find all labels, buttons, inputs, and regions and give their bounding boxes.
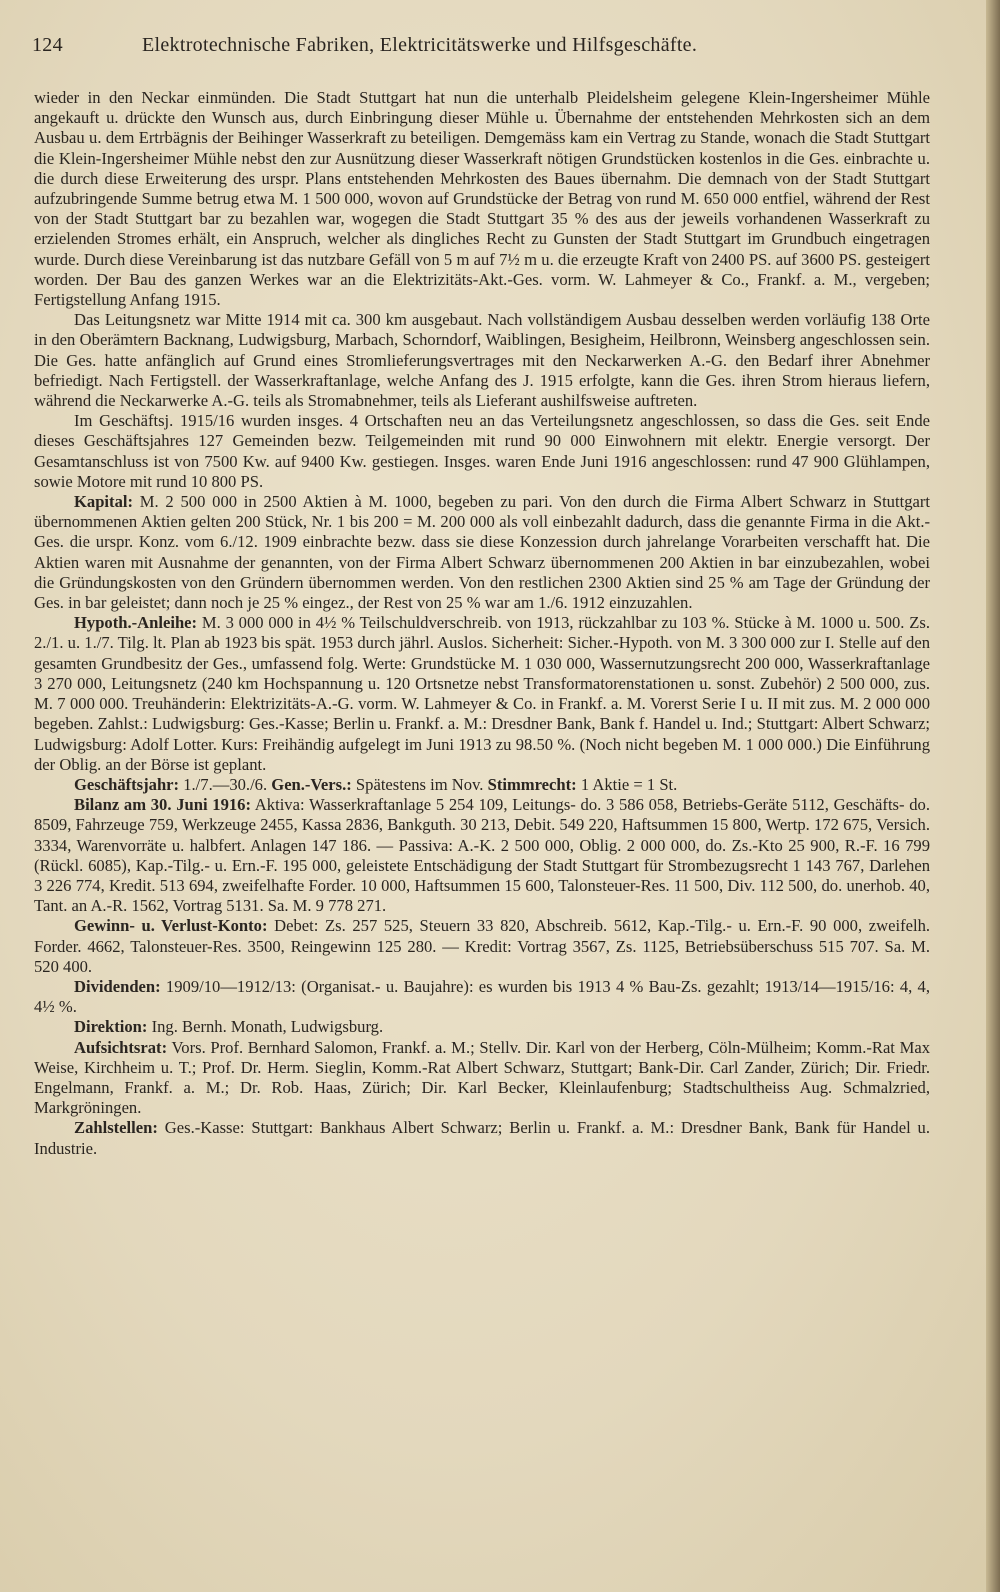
body-text [34,88,930,1159]
paragraph-text: 1./7.—30./6. [179,774,272,794]
paragraph-geschaeftsjahr [34,411,930,492]
paragraph-zahlstellen [34,1118,930,1158]
paragraph-aufsichtsrat [34,1038,930,1119]
running-title: Elektrotechnische Fabriken, Elektricitätswerke und Hilfsgeschäfte. [142,34,698,56]
paragraph-text: Aktiva: Wasserkraftanlage 5 254 109, Leitungs- do. 3 586 058, Betriebs-Geräte 5112, Geschäfts- do. 8509, Fahrzeuge 759, Werkzeuge 2455, Kassa 2836, Bankguth. 30 213, Debit. 549 220, Haftsummen 15 800, Wertp. 172 675, Versich. 3334, Warenvorräte u. halbfert. Anlagen 147 186. — Passiva: A.-K. 2 500 000, Oblig. 2 000 000, do. Zs.-Kto 25 900, R.-F. 16 799 (Rückl. 6085), Kap.-Tilg.- u. Ern.-F. 195 000, geleistete Entschädigung der Stadt Stuttgart für Strombezugsrecht 1 143 767, Darlehen 3 226 774, Kredit. 513 694, zweifelhafte Forder. 10 000, Haftsummen 15 600, Talonsteuer-Res. 11 500, Div. 112 500, do. unerhob. 40, Tant. an A.-R. 1562, Vortrag 5131. Sa. M. 9 778 271. [34,795,930,916]
page-header [32,34,962,57]
paragraph-geschaeftsjahr-gv [34,775,930,795]
page-edge-shadow [986,0,1000,1592]
paragraph-text: Ing. Bernh. Monath, Ludwigsburg. [147,1017,384,1037]
section-label: Bilanz am 30. Juni 1916: [74,795,251,815]
paragraph-leitungsnetz [34,310,930,411]
paragraph-kapital [34,492,930,613]
paragraph-direktion [34,1017,930,1037]
section-label: Gen.-Vers.: [271,774,352,794]
section-label: Stimmrecht: [487,774,577,794]
page-number: 124 [32,34,63,56]
paragraph-text: Das Leitungsnetz war Mitte 1914 mit ca. 300 km ausgebaut. Nach vollständigem Ausbau desselben werden vorläufig 138 Orte in den Oberämtern Backnang, Ludwigsburg, Marbach, Schorndorf, Waiblingen, Besigheim, Heilbronn, Weinsberg angeschlossen sein. Die Ges. hatte anfänglich auf Grund eines Stromlieferungsvertrages mit den Neckarwerken A.-G. den Bedarf ihrer Abnehmer befriedigt. Nach Fertigstell. der Wasserkraftanlage, welche Anfang des J. 1915 erfolgte, kann die Ges. ihren Strom hieraus liefern, während die Neckarwerke A.-G. teils als Stromabnehmer, teils als Lieferant aushilfsweise auftreten. [34,310,930,411]
paragraph-text: M. 2 500 000 in 2500 Aktien à M. 1000, begeben zu pari. Von den durch die Firma Albert Schwarz in Stuttgart übernommenen Aktien gelten 200 Stück, Nr. 1 bis 200 = M. 200 000 als voll einbezahlt dadurch, dass die genannte Firma in die Akt.-Ges. die urspr. Konz. vom 6./12. 1909 einbrachte bezw. dass sie diese Konzession durch jahrelange Vorarbeiten verschafft hat. Die Aktien waren mit Ausnahme der genannten, von der Firma Albert Schwarz übernommenen 200 Aktien in bar einzubezahlen, wobei die Gründungskosten von den Gründern übernommen werden. Von den restlichen 2300 Aktien sind 25 % am Tage der Gründung der Ges. in bar geleistet; dann noch je 25 % eingez., der Rest von 25 % war am 1./6. 1912 einzuzahlen. [34,492,930,613]
paragraph-bilanz [34,795,930,916]
paragraph-text: 1909/10—1912/13: (Organisat.- u. Baujahre): es wurden bis 1913 4 % Bau-Zs. gezahlt; 1913/14—1915/16: 4, 4, 4½ %. [34,976,930,1017]
section-label: Dividenden: [74,976,161,996]
section-label: Gewinn- u. Verlust-Konto: [74,916,268,936]
section-label: Geschäftsjahr: [74,774,180,794]
paragraph-intro [34,88,930,310]
section-label: Kapital: [74,492,134,512]
paragraph-dividenden [34,977,930,1017]
section-label: Hypoth.-Anleihe: [74,613,198,633]
paragraph-hypoth-anleihe [34,613,930,775]
paragraph-text: Debet: Zs. 257 525, Steuern 33 820, Abschreib. 5612, Kap.-Tilg.- u. Ern.-F. 90 000, zweifelh. Forder. 4662, Talonsteuer-Res. 3500, Reingewinn 125 280. — Kredit: Vortrag 3567, Zs. 1125, Betriebsüberschuss 515 707. Sa. M. 520 400. [34,916,931,976]
paragraph-text: Vors. Prof. Bernhard Salomon, Frankf. a. M.; Stellv. Dir. Karl von der Herberg, Cöln-Mülheim; Komm.-Rat Max Weise, Kirchheim u. T.; Prof. Dr. Herm. Sieglin, Komm.-Rat Albert Schwarz, Stuttgart; Bank-Dir. Carl Zander, Zürich; Dir. Friedr. Engelmann, Frankf. a. M.; Dr. Rob. Haas, Zürich; Dir. Karl Becker, Kleinlaufenburg; Stadtschultheiss Aug. Schmalzried, Markgröningen. [34,1037,930,1118]
paragraph-text: Ges.-Kasse: Stuttgart: Bankhaus Albert Schwarz; Berlin u. Frankf. a. M.: Dresdner Bank, Bank für Handel u. Industrie. [34,1118,930,1158]
section-label: Aufsichtsrat: [74,1037,168,1057]
paragraph-text: M. 3 000 000 in 4½ % Teilschuldverschreib. von 1913, rückzahlbar zu 103 %. Stücke à M. 1000 u. 500. Zs. 2./1. u. 1./7. Tilg. lt. Plan ab 1923 bis spät. 1953 durch jährl. Auslos. Sicherheit: Sicher.-Hypoth. von M. 3 300 000 zur I. Stelle auf den gesamten Grundbesitz der Ges., umfassend folg. Werte: Grundstücke M. 1 030 000, Wassernutzungsrecht 200 000, Wasserkraftanlage 3 270 000, Leitungsnetz (240 km Hochspannung u. 120 Ortsnetze nebst Transformatorenstationen u. sonst. Zubehör) 2 500 000, zus. M. 7 000 000. Treuhänderin: Elektrizitäts-A.-G. vorm. W. Lahmeyer & Co. in Frankf. a. M. Vorerst Serie I u. II mit zus. M. 2 000 000 begeben. Zahlst.: Ludwigsburg: Ges.-Kasse; Berlin u. Frankf. a. M.: Dresdner Bank, Bank f. Handel u. Ind.; Stuttgart: Albert Schwarz; Ludwigsburg: Adolf Lotter. Kurs: Freihändig aufgelegt im Juni 1913 zu 98.50 %. (Noch nicht begeben M. 1 000 000.) Die Einführung der Oblig. an der Börse ist geplant. [34,613,930,774]
paragraph-text: Spätestens im Nov. [351,774,488,794]
paragraph-text: Im Geschäftsj. 1915/16 wurden insges. 4 Ortschaften neu an das Verteilungsnetz angeschlossen, so dass die Ges. seit Ende dieses Geschäftsjahres 127 Gemeinden bezw. Teilgemeinden mit rund 90 000 Einwohnern mit elektr. Energie versorgt. Der Gesamtanschluss ist von 7500 Kw. auf 9400 Kw. gestiegen. Insges. waren Ende Juni 1916 angeschlossen: rund 47 900 Glühlampen, sowie Motore mit rund 10 800 PS. [34,411,930,491]
paragraph-gewinn-verlust [34,916,930,977]
section-label: Zahlstellen: [74,1118,158,1138]
paragraph-text: 1 Aktie = 1 St. [576,774,678,794]
paragraph-text: wieder in den Neckar einmünden. Die Stadt Stuttgart hat nun die unterhalb Pleidelsheim gelegene Klein-Ingersheimer Mühle angekauft u. drückte den Wunsch aus, durch Einbringung dieser Mühle u. Übernahme der entstehenden Mehrkosten sich an dem Ausbau u. dem Ertrbägnis der Beihinger Wasserkraft zu beteiligen. Demgemäss kam ein Vertrag zu Stande, wonach die Stadt Stuttgart die Klein-Ingersheimer Mühle nebst den zur Ausnützung dieser Wasserkraft nötigen Grundstücken kostenlos in die Ges. einbrachte u. die durch diese Erweiterung des urspr. Plans entstehenden Mehrkosten des Baues übernahm. Die demnach von der Stadt Stuttgart aufzubringende Summe betrug etwa M. 1 500 000, wovon auf Grundstücke der Betrag von rund M. 650 000 entfiel, während der Rest von der Stadt Stuttgart bar zu bezahlen war, wogegen die Stadt Stuttgart 35 % des aus der jeweils vorhandenen Wasserkraft zu erzielenden Stromes erhält, ein Anspruch, welcher als dingliches Recht zu Gunsten der Stadt Stuttgart im Grundbuch eingetragen wurde. Durch diese Vereinbarung ist das nutzbare Gefäll von 5 m auf 7½ m u. die erzeugte Kraft von 2400 PS. auf 3600 PS. gesteigert worden. Der Bau des ganzen Werkes war an die Elektrizitäts-Akt.-Ges. vorm. W. Lahmeyer & Co., Frankf. a. M., vergeben; Fertigstellung Anfang 1915. [34,88,930,310]
section-label: Direktion: [74,1017,148,1037]
